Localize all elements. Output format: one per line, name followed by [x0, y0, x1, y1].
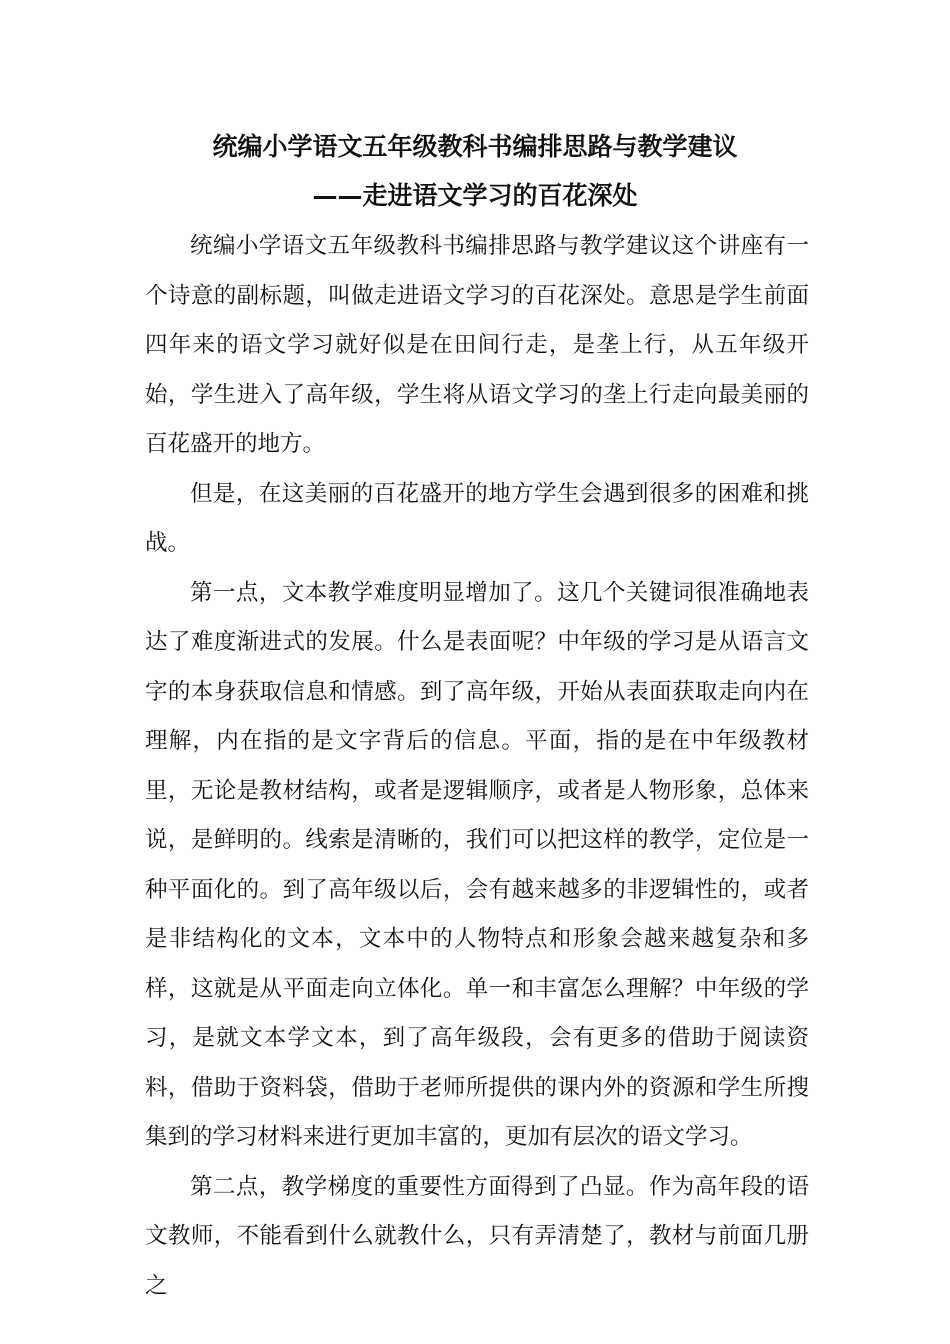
paragraph-intro: 统编小学语文五年级教科书编排思路与教学建议这个讲座有一个诗意的副标题，叫做走进语文学习的百花深处。意思是学生前面四年来的语文学习就好似是在田间行走，是垄上行，从五年级开始，学生进入了高年级，学生将从语文学习的垄上行走向最美丽的百花盛开的地方。: [145, 233, 809, 457]
paragraph-challenges: 但是，在这美丽的百花盛开的地方学生会遇到很多的困难和挑战。: [145, 480, 809, 556]
paragraph-point-two: 第二点，教学梯度的重要性方面得到了凸显。作为高年段的语文教师，不能看到什么就教什么，只有弄清楚了，教材与前面几册之: [145, 1173, 809, 1299]
document-subtitle: ——走进语文学习的百花深处: [312, 181, 638, 210]
document-title: 统编小学语文五年级教科书编排思路与教学建议: [212, 132, 738, 161]
document-body: [145, 222, 809, 1311]
paragraph-point-one: 第一点，文本教学难度明显增加了。这几个关键词很准确地表达了难度渐进式的发展。什么是表面呢？中年级的学习是从语言文字的本身获取信息和情感。到了高年级，开始从表面获取走向内在理解，内在指的是文字背后的信息。平面，指的是在中年级教材里，无论是教材结构，或者是逻辑顺序，或者是人物形象，总体来说，是鲜明的。线索是清晰的，我们可以把这样的教学，定位是一种平面化的。到了高年级以后，会有越来越多的非逻辑性的，或者是非结构化的文本，文本中的人物特点和形象会越来越复杂和多样，这就是从平面走向立体化。单一和丰富怎么理解？中年级的学习，是就文本学文本，到了高年级段，会有更多的借助于阅读资料，借助于资料袋，借助于老师所提供的课内外的资源和学生所搜集到的学习材料来进行更加丰富的，更加有层次的语文学习。: [145, 579, 809, 1150]
